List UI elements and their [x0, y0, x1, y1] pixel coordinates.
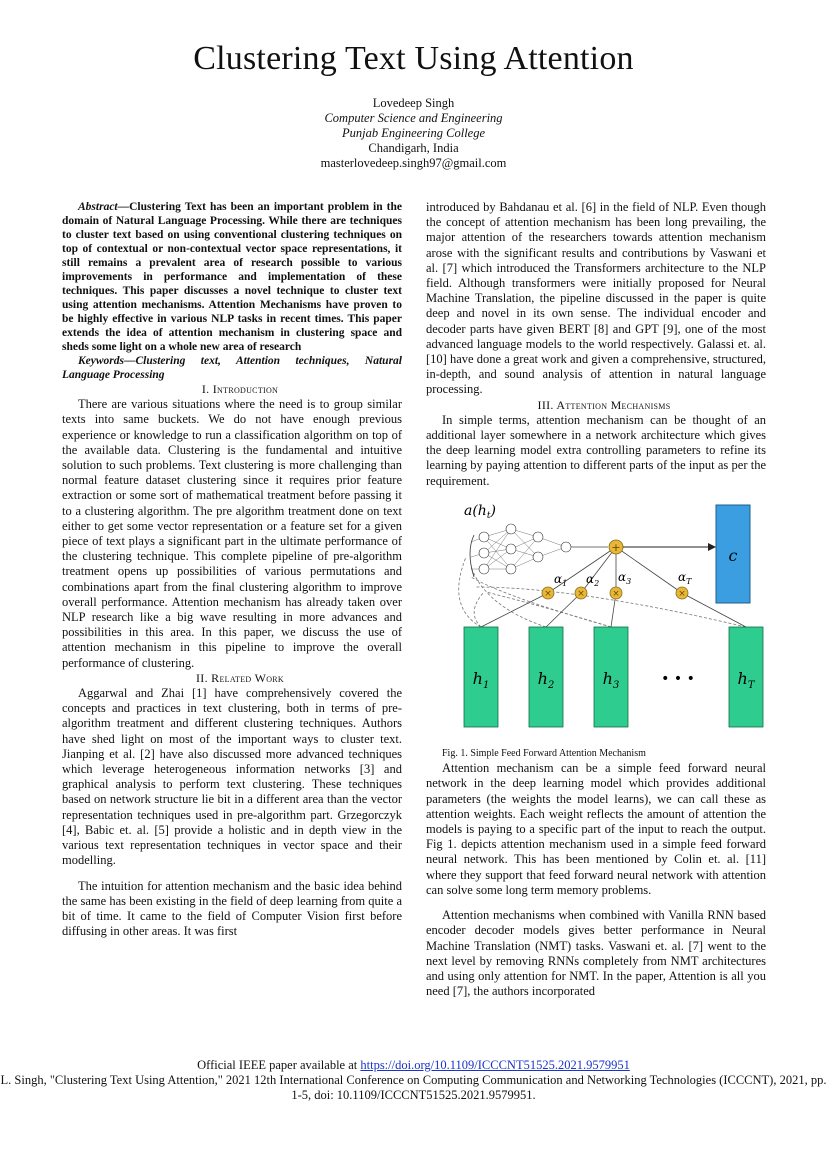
related-paragraph-1: Aggarwal and Zhai [1] have comprehensively covered the concepts and practices in text clustering, both in terms of pre-algorithm treatment and different clustering techniques. Authors have shed light on most of the important ways to cluster text. Jianping et al. [2] have also discussed more advanced techniques which leverage heterogeneous information networks [3] and graphical analysis to perform text clustering. These techniques based on network structure lie bit in a different area than the vector representation techniques used in pre-algorithm part. Grzegorczyk [4], Babic et. al. [5] provide a holistic and in depth view in the various text representation techniques in vector space and their modelling. [62, 686, 402, 868]
footer [0, 1058, 827, 1103]
context-label: c [728, 545, 738, 565]
left-column [62, 200, 402, 939]
attention-paragraph-3: Attention mechanisms when combined with Vanilla RNN based encoder decoder models gives better performance in Neural Machine Translation (NMT) tasks. Vaswani et. al. [7] went to the next level by removing RNNs completely from NMT architectures and using only attention for NMT. In the paper, Attention is all you need [7], the authors incorporated [426, 908, 766, 999]
svg-text:α2: $\alpha_2$ [586, 571, 600, 588]
network [471, 524, 571, 574]
attention-paragraph-1: In simple terms, attention mechanism can be thought of an additional layer somewhere in a network architecture which gives the deep learning model extra controlling parameters to refine its learning by paying attention to different parts of the input as per the requirement. [426, 412, 766, 488]
attention-diagram [426, 497, 766, 742]
abstract-text: —Clustering Text has been an important problem in the domain of Natural Language Processing. While there are techniques to cluster text based on using conventional clustering techniques on top of contextual or non-contextual vector space representations, it still remains a prevalent area of research possible to various improvements in performance and implementation of these techniques. This paper discusses a novel technique to cluster text using attention mechanisms. Attention Mechanisms have proven to be highly effective in various NLP tasks in recent times. This paper extends the idea of attention mechanism in clustering space and sheds some light on a whole new area of research [62, 201, 402, 353]
related-paragraph-2: The intuition for attention mechanism and the basic idea behind the same has been existing in the field of deep learning from quite a bit of time. It came to the field of Computer Vision first before diffusing in other areas. It was first [62, 878, 402, 939]
attention-paragraph-2: Attention mechanism can be a simple feed forward neural network in the deep learning model which provides additional parameters (the weights the model learns), we can call these as attention weights. Each weight reflects the amount of attention the models is paying to a specific part of the input to reach the output. Fig 1. depicts attention mechanism used in a simple feed forward neural network. This has been mentioned by Colin et. al. [11] where they support that feed forward neural network with attention can solve some long term memory problems. [426, 761, 766, 897]
section-heading-attention: III. Attention Mechanisms [537, 397, 671, 412]
author-name: Lovedeep Singh [372, 96, 455, 110]
author-email: masterlovedeep.singh97@gmail.com [320, 156, 507, 170]
hT-label: $h_T$ [737, 668, 755, 691]
ellipsis-dots: • • • [661, 670, 695, 687]
figure-1 [426, 497, 766, 746]
h3-label: $h_3$ [602, 668, 620, 691]
intro-paragraph: There are various situations where the need is to group similar texts into same buckets. We do not have enough previous experience or knowledge to run a classification algorithm on top of the available data. Clustering is the fundamental and intuitive solution to such problems. Text clustering is more challenging than normal feature dataset clustering since it requires prior feature extraction or some sort of mathematical treatment before passing it to a clustering algorithm. The pre algorithm treatment done on text either to get some vector representation or a feature set for a given piece of text plays a significant part in the ultimate performance of the clustering technique. This complete pipeline of pre-algorithm treatment opens up possibilities of various permutations and combinations apart from the final clustering algorithm to improve overall performance. Attention mechanism has already taken over NLP research like a big wave resulting in more advances and possibilities in this area. In this paper, we discuss the use of attention mechanism in this pipeline to improve the overall performance of clustering. [62, 397, 402, 670]
svg-text:×: × [544, 588, 552, 599]
author-institution: Punjab Engineering College [341, 126, 486, 140]
h2-label: $h_2$ [537, 668, 555, 691]
right-column [426, 200, 766, 999]
paper-title: Clustering Text Using Attention [193, 40, 634, 77]
author-block [0, 96, 827, 171]
hidden-state-boxes [464, 627, 763, 727]
h1-label: $h_1$ [472, 668, 490, 691]
continuation-paragraph: introduced by Bahdanau et al. [6] in the field of NLP. Even though the concept of attention mechanism has been long prevailing, the major attention of the researchers towards attention mechanism arose with the significant results and contributions by Vaswani et al. [7] which introduced the Transformers architecture to the NLP field. Although transformers were initially proposed for Neural Machine Translation, the pipeline discussed in the paper is quite deep and novel in its own sense. The individual encoder and decoder parts have given BERT [8] and GPT [9], one of the most advanced language models to the world respectively. Galassi et. al. [10] have done a great work and given a comprehensive, structured, in-depth, and sound analysis of attention in natural language processing. [426, 200, 766, 397]
a-label: $a(h_t)$ [464, 502, 496, 521]
svg-text:αT: $\alpha_T$ [678, 569, 692, 586]
svg-text:α3: $\alpha_3$ [618, 569, 632, 586]
solid-connections [481, 547, 746, 627]
keywords-label: Keywords [78, 355, 124, 367]
footer-line-1: Official IEEE paper available at https://doi.org/10.1109/ICCCNT51525.2021.9579951 [197, 1058, 630, 1072]
figure-caption: Fig. 1. Simple Feed Forward Attention Mechanism [442, 748, 646, 760]
svg-text:×: × [678, 588, 686, 599]
abstract [62, 200, 402, 354]
keywords-text: —Clustering text, Attention techniques, Natural Language Processing [62, 355, 402, 381]
svg-text:α1: $\alpha_1$ [554, 571, 568, 588]
author-city: Chandigarh, India [368, 141, 459, 155]
author-dept: Computer Science and Engineering [324, 111, 503, 125]
keywords [62, 354, 402, 382]
abstract-label: Abstract [78, 201, 118, 213]
svg-text:×: × [612, 588, 620, 599]
svg-text:×: × [577, 588, 585, 599]
footer-citation: L. Singh, "Clustering Text Using Attention," 2021 12th International Conference on Computing Communication and Networking Technologies (ICCCNT), 2021, pp. 1-5, doi: 10.1109/ICCCNT51525.2021.9579951. [0, 1073, 827, 1102]
doi-link[interactable]: https://doi.org/10.1109/ICCCNT51525.2021.9579951 [360, 1058, 630, 1072]
svg-text:+: + [611, 540, 621, 554]
section-heading-related-work: II. Related Work [195, 670, 284, 685]
section-heading-introduction: I. Introduction [201, 382, 279, 396]
